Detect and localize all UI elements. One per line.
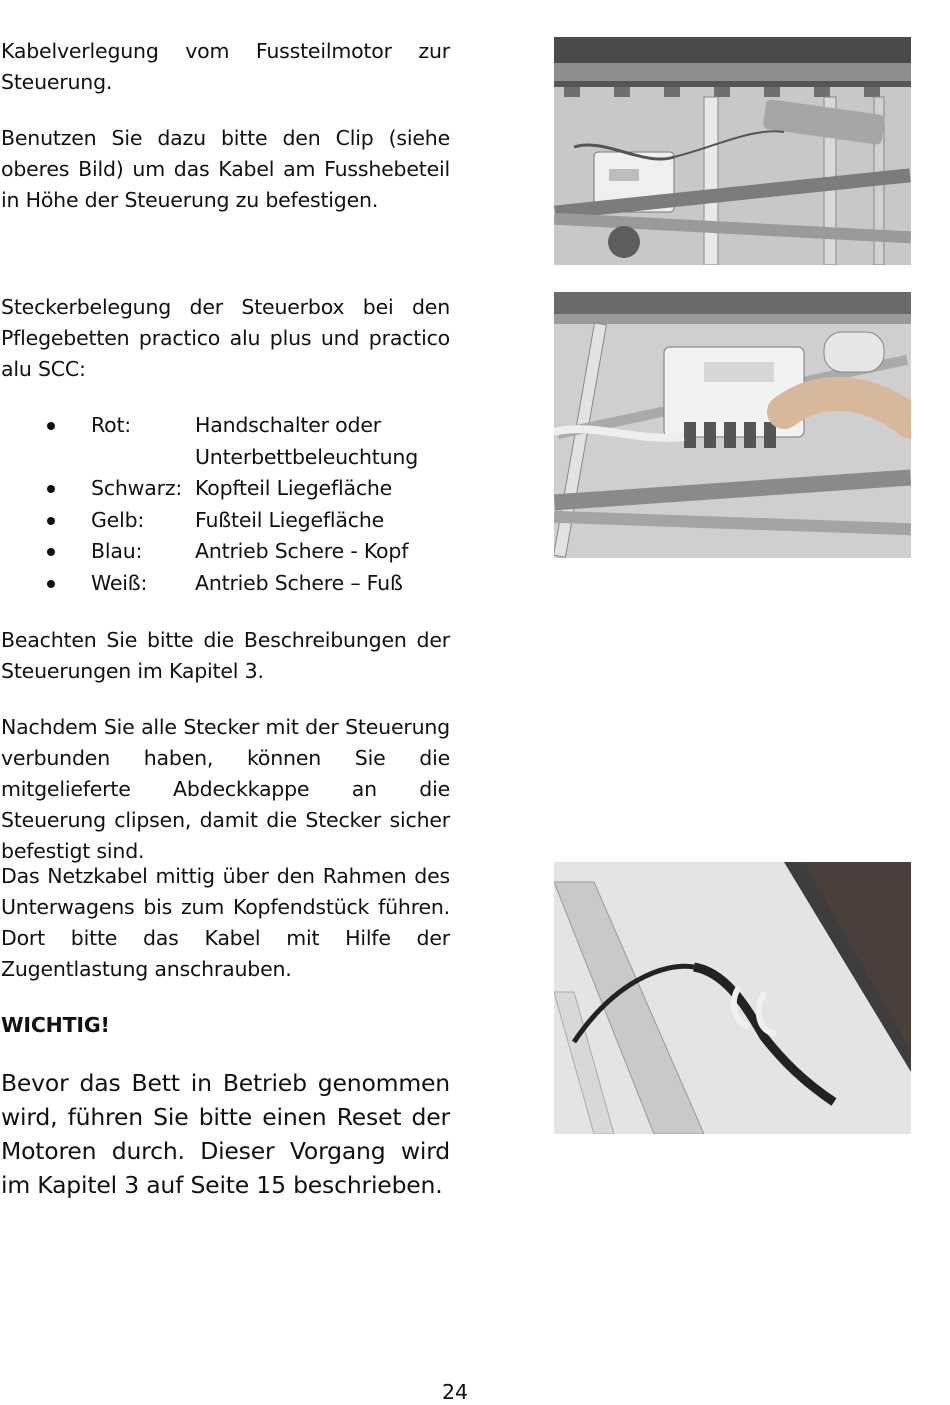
list-item [0,536,460,568]
paragraph-clip-instructions: Benutzen Sie dazu bitte den Clip (siehe oberes Bild) um das Kabel am Fusshebeteil in Höhe der Steuerung zu befestigen. [1,126,450,212]
bullet-icon [47,422,55,430]
bullet-icon [47,548,55,556]
paragraph-cover-cap: Nachdem Sie alle Stecker mit der Steuerung verbunden haben, können Sie die mitgelieferte Abdeckkappe an die Steuerung clipsen, damit die Stecker sicher befestigt sind. [1,715,450,863]
plug-function: Antrieb Schere - Kopf [195,539,409,563]
plug-function: Fußteil Liegefläche [195,507,385,532]
page-number: 24 [441,1380,469,1404]
warning-label: WICHTIG! [1,1013,110,1037]
paragraph-cable-routing: Kabelverlegung vom Fussteilmotor zur Steuerung. [1,39,450,94]
plug-color-label: Blau: [91,539,143,563]
plug-function: Antrieb Schere – Fuß [195,570,403,595]
plug-color-label: Weiß: [91,570,148,595]
plug-assignment-list [0,410,460,599]
photo-control-box-plugs [554,292,911,558]
plug-function: Handschalter oder Unterbettbeleuchtung [195,413,419,469]
list-item [0,568,460,600]
paragraph-plug-assignment-intro: Steckerbelegung der Steuerbox bei den Pflegebetten practico alu plus und practico alu SCC: [1,295,450,381]
bullet-icon [47,580,55,588]
plug-color-label: Schwarz: [91,476,183,500]
paragraph-see-chapter: Beachten Sie bitte die Beschreibungen der Steuerungen im Kapitel 3. [1,628,450,683]
list-item [0,410,460,473]
photo-strain-relief [554,862,911,1134]
plug-color-label: Rot: [91,413,132,437]
list-item [0,473,460,505]
plug-function: Kopfteil Liegefläche [195,476,393,500]
bullet-icon [47,517,55,525]
paragraph-power-cable: Das Netzkabel mittig über den Rahmen des Unterwagens bis zum Kopfendstück führen. Dort bitte das Kabel mit Hilfe der Zugentlastung anschrauben. [1,864,450,981]
plug-color-label: Gelb: [91,507,145,532]
list-item [0,505,460,537]
bullet-icon [47,485,55,493]
photo-foot-motor-cable [554,37,911,265]
warning-text: Bevor das Bett in Betrieb genommen wird, führen Sie bitte einen Reset der Motoren durch. Dieser Vorgang wird im Kapitel 3 auf Seite 15 beschrieben. [1,1069,450,1199]
